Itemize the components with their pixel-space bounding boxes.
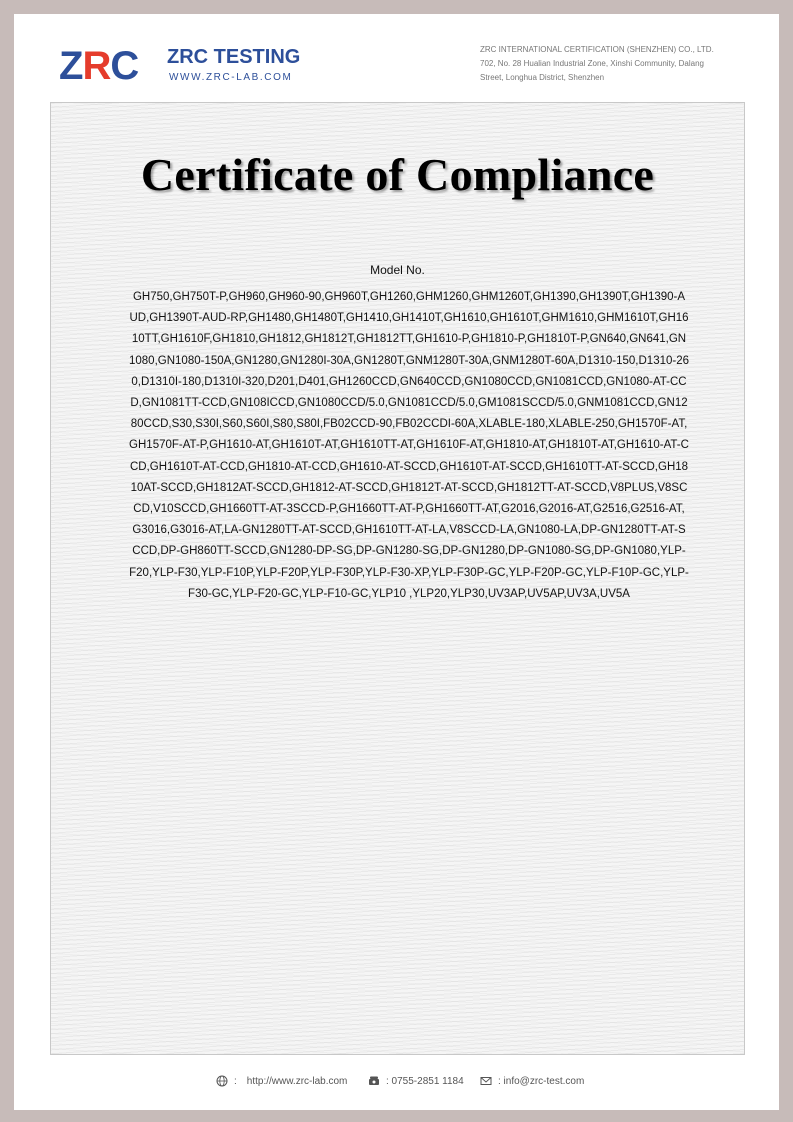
company-line-1: ZRC INTERNATIONAL CERTIFICATION (SHENZHEN) CO., LTD. — [480, 45, 714, 54]
footer — [14, 1075, 779, 1091]
model-number-list: GH750,GH750T-P,GH960,GH960-90,GH960T,GH1260,GHM1260,GHM1260T,GH1390,GH1390T,GH1390-AUD,GH1390T-AUD-RP,GH1480,GH1480T,GH1410,GH1410T,GH1610,GH1610T,GHM1610,GHM1610T,GH1610TT,GH1610F,GH1810,GH1812,GH1812T,GH1812TT,GH1610-P,GH1810-P,GH1810T-P,GN640,GN641,GN1080,GN1080-150A,GN1280,GN1280I-30A,GN1280T,GNM1280T-30A,GNM1280T-60A,D1310-150,D1310-260,D1310I-180,D1310I-320,D201,D401,GH1260CCD,GN640CCD,GN1080CCD,GN1081CCD,GN1080-AT-CCD,GN1081TT-CCD,GN108ICCD,GN1080CCD/5.0,GN1081CCD/5.0,GM1081SCCD/5.0,GNM1081CCD,GN1280CCD,S30,S30I,S60,S60I,S80,S80I,FB02CCD-90,FB02CCDI-60A,XLABLE-180,XLABLE-250,GH1570F-AT,GH1570F-AT-P,GH1610-AT,GH1610T-AT,GH1610TT-AT,GH1610F-AT,GH1810-AT,GH1810T-AT,GH1610-AT-CCD,GH1610T-AT-CCD,GH1810-AT-CCD,GH1610-AT-SCCD,GH1610T-AT-SCCD,GH1610TT-AT-SCCD,GH1810AT-SCCD,GH1812AT-SCCD,GH1812-AT-SCCD,GH1812T-AT-SCCD,GH1812TT-AT-SCCD,V8PLUS,V8SCCD,V10SCCD,GH1660TT-AT-3SCCD-P,GH1660TT-AT-P,GH1660TT-AT,G2016,G2016-AT,G2516,G2516-AT,G3016,G3016-AT,LA-GN1280TT-AT-SCCD,GH1610TT-AT-LA,V8SCCD-LA,GN1080-LA,DP-GN1280TT-AT-SCCD,DP-GH860TT-SCCD,GN1280-DP-SG,DP-GN1280-SG,DP-GN1280,DP-GN1080-SG,DP-GN1080,YLP-F20,YLP-F30,YLP-F10P,YLP-F20P,YLP-F30P,YLP-F30-XP,YLP-F30P-GC,YLP-F20P-GC,YLP-F10P-GC,YLP-F30-GC,YLP-F20-GC,YLP-F10-GC,YLP10 ,YLP20,YLP30,UV3AP,UV5AP,UV3A,UV5A — [129, 291, 690, 600]
logo-mark: ZRC — [59, 44, 139, 88]
logo-website: WWW.ZRC-LAB.COM — [169, 72, 293, 83]
company-line-3: Street, Longhua District, Shenzhen — [480, 73, 605, 82]
certificate-frame — [50, 102, 745, 1055]
certificate-title: Certificate of Compliance — [140, 149, 655, 200]
footer-website: : http://www.zrc-lab.com — [216, 1075, 347, 1087]
logo-name: ZRC TESTING — [167, 46, 301, 68]
footer-website-link[interactable]: http://www.zrc-lab.com — [246, 1075, 348, 1087]
globe-icon — [216, 1075, 228, 1087]
footer-phone-number: : 0755-2851 1184 — [386, 1075, 464, 1087]
footer-email — [480, 1075, 584, 1087]
phone-icon — [368, 1075, 380, 1087]
company-line-2: 702, No. 28 Hualian Industrial Zone, Xinshi Community, Dalang — [480, 59, 704, 68]
company-address — [480, 43, 750, 85]
footer-email-link[interactable]: : info@zrc-test.com — [498, 1075, 585, 1087]
footer-phone — [368, 1075, 464, 1087]
model-number-label: Model No. — [370, 263, 425, 277]
envelope-icon — [480, 1075, 492, 1087]
certificate-page — [14, 14, 779, 1110]
zrc-logo — [59, 40, 319, 100]
